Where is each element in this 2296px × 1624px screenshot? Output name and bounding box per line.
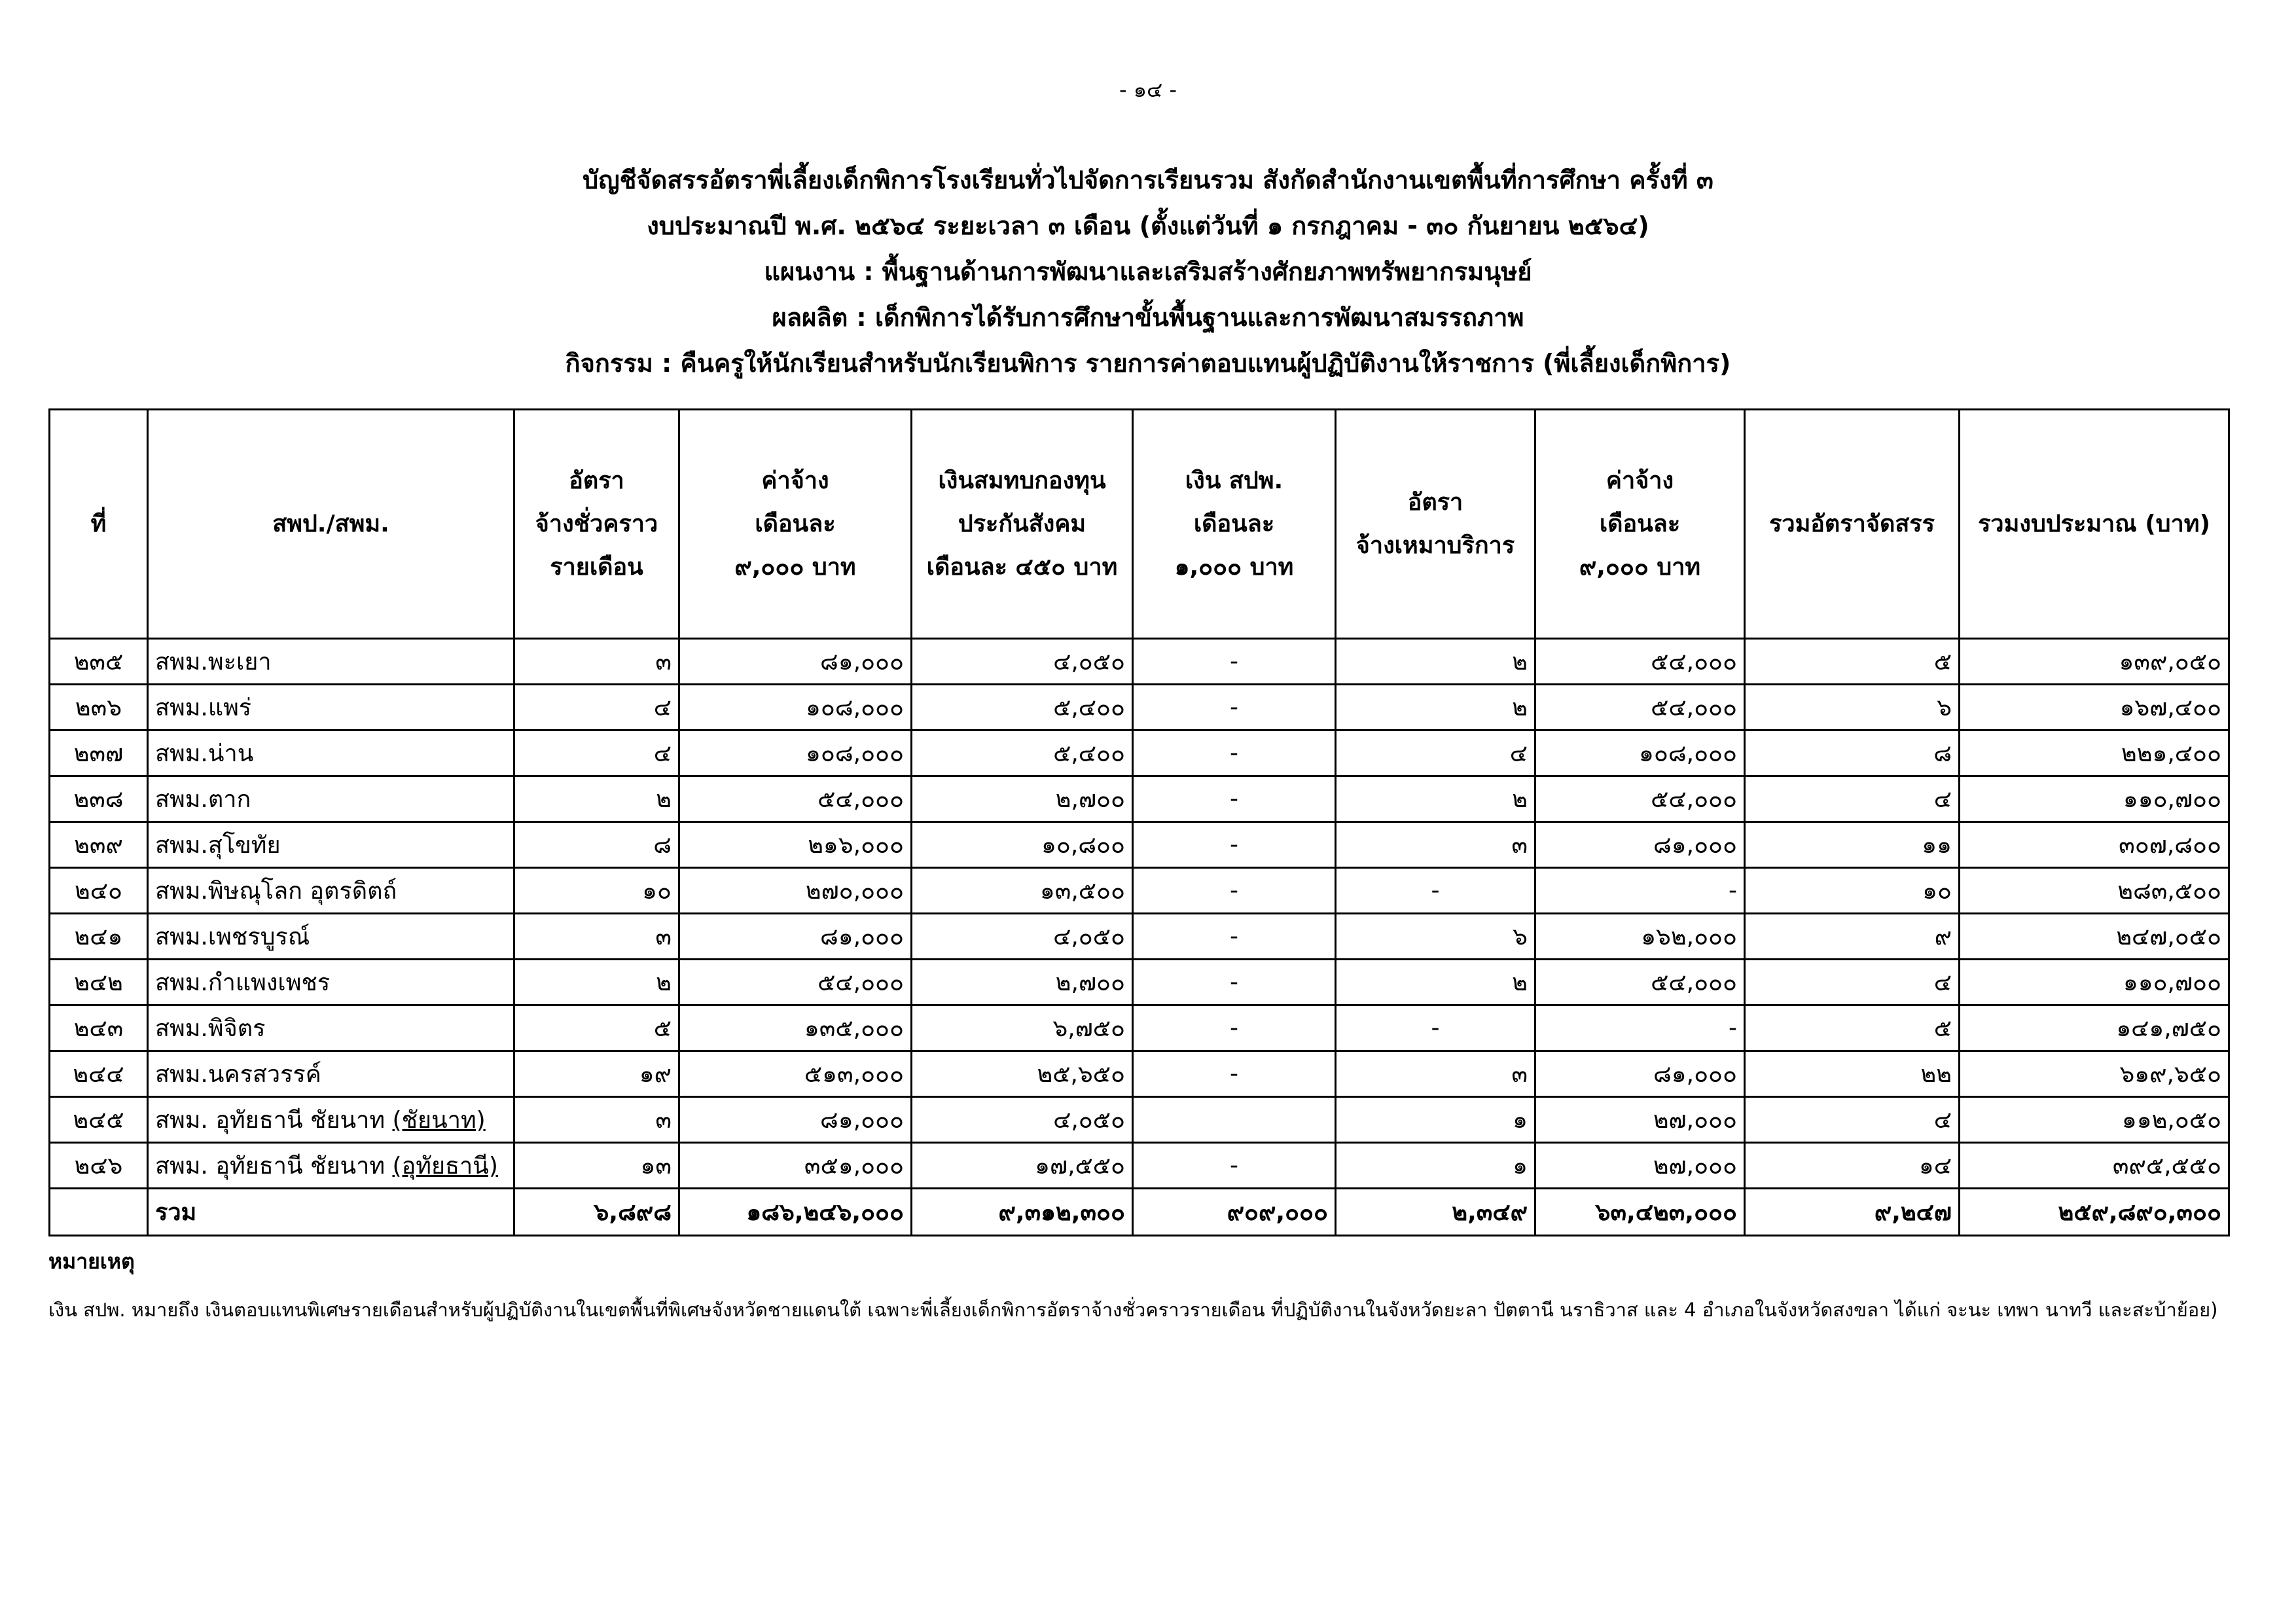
cell-monthly-wage: ๘๑,๐๐๐ [679,1097,912,1143]
cell-total-rate: ๑๐ [1745,868,1960,914]
cell-monthly-wage: ๑๐๘,๐๐๐ [679,685,912,731]
cell-name: สพม.กำแพงเพชร [148,960,514,1005]
cell-temp-rate: ๓ [514,914,679,960]
total-label: รวม [148,1189,514,1236]
cell-spp-money: - [1133,776,1336,822]
cell-monthly-wage: ๑๓๕,๐๐๐ [679,1005,912,1051]
header-spp-money: เงิน สปพ. เดือนละ ๑,๐๐๐ บาท [1133,410,1336,639]
cell-name: สพม.น่าน [148,731,514,776]
table-row [50,914,2229,960]
cell-total-budget: ๑๓๙,๐๕๐ [1960,639,2229,685]
cell-temp-rate: ๓ [514,639,679,685]
cell-monthly-wage: ๕๑๓,๐๐๐ [679,1051,912,1097]
cell-monthly-wage: ๒๗๐,๐๐๐ [679,868,912,914]
cell-no: ๒๓๗ [50,731,148,776]
table-row [50,1051,2229,1097]
cell-service-wage: - [1535,868,1745,914]
header-social-security: เงินสมทบกองทุน ประกันสังคม เดือนละ ๔๕๐ บาท [912,410,1133,639]
cell-name: สพม.พะเยา [148,639,514,685]
cell-monthly-wage: ๒๑๖,๐๐๐ [679,822,912,868]
heading-line-4: ผลผลิต : เด็กพิการได้รับการศึกษาขั้นพื้นฐานและการพัฒนาสมรรถภาพ [772,303,1524,332]
cell-service-wage: ๕๔,๐๐๐ [1535,639,1745,685]
heading-line-2: งบประมาณปี พ.ศ. ๒๕๖๔ ระยะเวลา ๓ เดือน (ตั้งแต่วันที่ ๑ กรกฎาคม - ๓๐ กันยายน ๒๕๖๔) [647,211,1649,240]
cell-temp-rate: ๒ [514,960,679,1005]
cell-name: สพม.พิจิตร [148,1005,514,1051]
header-service-rate: อัตรา จ้างเหมาบริการ [1336,410,1535,639]
cell-service-rate: ๒ [1336,639,1535,685]
cell-no: ๒๔๔ [50,1051,148,1097]
cell-name: สพม.แพร่ [148,685,514,731]
cell-spp-money: - [1133,1143,1336,1189]
cell-total-rate: ๔ [1745,960,1960,1005]
cell-no: ๒๔๒ [50,960,148,1005]
cell-no: ๒๔๕ [50,1097,148,1143]
cell-social-security: ๔,๐๕๐ [912,639,1133,685]
cell-name-suffix: (ชัยนาท) [392,1107,486,1134]
cell-service-wage: ๘๑,๐๐๐ [1535,1051,1745,1097]
cell-name: สพม.พิษณุโลก อุตรดิตถ์ [148,868,514,914]
table-row [50,822,2229,868]
cell-total-budget: ๑๑๐,๗๐๐ [1960,776,2229,822]
table-row [50,639,2229,685]
total-service-rate: ๒,๓๔๙ [1336,1189,1535,1236]
cell-social-security: ๔,๐๕๐ [912,914,1133,960]
cell-name: สพม.เพชรบูรณ์ [148,914,514,960]
cell-social-security: ๑๗,๕๕๐ [912,1143,1133,1189]
note-text: เงิน สปพ. หมายถึง เงินตอบแทนพิเศษรายเดือนสำหรับผู้ปฏิบัติงานในเขตพื้นที่พิเศษจังหวัดชายแดนใต้ เฉพาะพี่เลี้ยงเด็กพิการอัตราจ้างชั่วคราวรายเดือน ที่ปฏิบัติงานในจังหวัดยะลา ปัตตานี นราธิวาส และ 4 อำเภอในจังหวัดสงขลา ได้แก่ จะนะ เทพา นาทวี และสะบ้าย้อย) [48,1299,2218,1321]
cell-total-rate: ๒๒ [1745,1051,1960,1097]
cell-total-rate: ๖ [1745,685,1960,731]
cell-monthly-wage: ๕๔,๐๐๐ [679,960,912,1005]
cell-spp-money: - [1133,822,1336,868]
cell-name-suffix: (อุทัยธานี) [392,1153,498,1180]
header-total-budget: รวมงบประมาณ (บาท) [1960,410,2229,639]
cell-service-wage: ๕๔,๐๐๐ [1535,776,1745,822]
cell-no: ๒๓๕ [50,639,148,685]
heading-line-3: แผนงาน : พื้นฐานด้านการพัฒนาและเสริมสร้างศักยภาพทรัพยากรมนุษย์ [764,257,1532,286]
cell-monthly-wage: ๘๑,๐๐๐ [679,914,912,960]
document-heading [0,157,2296,386]
cell-total-budget: ๖๑๙,๖๕๐ [1960,1051,2229,1097]
cell-total-rate: ๑๔ [1745,1143,1960,1189]
cell-no: ๒๔๑ [50,914,148,960]
cell-monthly-wage: ๑๐๘,๐๐๐ [679,731,912,776]
cell-service-wage: ๕๔,๐๐๐ [1535,685,1745,731]
header-name: สพป./สพม. [148,410,514,639]
cell-total-rate: ๕ [1745,639,1960,685]
total-service-wage: ๖๓,๔๒๓,๐๐๐ [1535,1189,1745,1236]
cell-spp-money [1133,1097,1336,1143]
cell-social-security: ๒๕,๖๕๐ [912,1051,1133,1097]
cell-service-wage: - [1535,1005,1745,1051]
cell-social-security: ๔,๐๕๐ [912,1097,1133,1143]
cell-total-budget: ๓๙๕,๕๕๐ [1960,1143,2229,1189]
total-no [50,1189,148,1236]
total-total-rate: ๙,๒๔๗ [1745,1189,1960,1236]
cell-total-budget: ๒๔๗,๐๕๐ [1960,914,2229,960]
cell-service-rate: - [1336,1005,1535,1051]
heading-line-5: กิจกรรม : คืนครูให้นักเรียนสำหรับนักเรียนพิการ รายการค่าตอบแทนผู้ปฏิบัติงานให้ราชการ (พี่เลี้ยงเด็กพิการ) [565,349,1731,378]
table-row [50,960,2229,1005]
table-total-row [50,1189,2229,1236]
cell-name: สพม.สุโขทัย [148,822,514,868]
cell-social-security: ๒,๗๐๐ [912,960,1133,1005]
cell-service-wage: ๑๐๘,๐๐๐ [1535,731,1745,776]
table-row [50,1005,2229,1051]
cell-name: สพม. อุทัยธานี ชัยนาท (อุทัยธานี) [148,1143,514,1189]
cell-service-rate: ๒ [1336,960,1535,1005]
cell-service-wage: ๒๗,๐๐๐ [1535,1143,1745,1189]
cell-spp-money: - [1133,1005,1336,1051]
total-monthly-wage: ๑๘๖,๒๔๖,๐๐๐ [679,1189,912,1236]
cell-temp-rate: ๑๐ [514,868,679,914]
cell-temp-rate: ๓ [514,1097,679,1143]
cell-spp-money: - [1133,868,1336,914]
allocation-table [48,408,2230,1236]
table-row [50,1097,2229,1143]
total-temp-rate: ๖,๘๙๘ [514,1189,679,1236]
cell-social-security: ๕,๔๐๐ [912,731,1133,776]
cell-service-rate: ๒ [1336,776,1535,822]
cell-total-budget: ๒๘๓,๕๐๐ [1960,868,2229,914]
header-temp-rate: อัตรา จ้างชั่วคราว รายเดือน [514,410,679,639]
cell-spp-money: - [1133,1051,1336,1097]
cell-temp-rate: ๘ [514,822,679,868]
cell-total-budget: ๑๑๒,๐๕๐ [1960,1097,2229,1143]
cell-temp-rate: ๑๙ [514,1051,679,1097]
cell-service-rate: ๑ [1336,1097,1535,1143]
total-social-security: ๙,๓๑๒,๓๐๐ [912,1189,1133,1236]
cell-no: ๒๓๖ [50,685,148,731]
cell-total-rate: ๔ [1745,1097,1960,1143]
table-row [50,776,2229,822]
cell-service-rate: ๓ [1336,1051,1535,1097]
cell-service-wage: ๑๖๒,๐๐๐ [1535,914,1745,960]
heading-line-1: บัญชีจัดสรรอัตราพี่เลี้ยงเด็กพิการโรงเรียนทั่วไปจัดการเรียนรวม สังกัดสำนักงานเขตพื้นที่การศึกษา ครั้งที่ ๓ [583,166,1713,194]
cell-monthly-wage: ๓๕๑,๐๐๐ [679,1143,912,1189]
cell-total-budget: ๑๑๐,๗๐๐ [1960,960,2229,1005]
cell-spp-money: - [1133,685,1336,731]
cell-name: สพม.ตาก [148,776,514,822]
cell-social-security: ๖,๗๕๐ [912,1005,1133,1051]
cell-service-rate: ๖ [1336,914,1535,960]
total-total-budget: ๒๕๙,๘๙๐,๓๐๐ [1960,1189,2229,1236]
cell-monthly-wage: ๕๔,๐๐๐ [679,776,912,822]
cell-total-rate: ๔ [1745,776,1960,822]
header-service-wage: ค่าจ้าง เดือนละ ๙,๐๐๐ บาท [1535,410,1745,639]
cell-service-rate: ๑ [1336,1143,1535,1189]
table-header-row [50,410,2229,639]
cell-service-wage: ๕๔,๐๐๐ [1535,960,1745,1005]
cell-social-security: ๕,๔๐๐ [912,685,1133,731]
cell-temp-rate: ๔ [514,731,679,776]
cell-no: ๒๓๘ [50,776,148,822]
cell-social-security: ๑๐,๘๐๐ [912,822,1133,868]
table-row [50,1143,2229,1189]
header-monthly-wage: ค่าจ้าง เดือนละ ๙,๐๐๐ บาท [679,410,912,639]
cell-spp-money: - [1133,639,1336,685]
cell-service-rate: - [1336,868,1535,914]
table-row [50,868,2229,914]
cell-service-rate: ๔ [1336,731,1535,776]
cell-name: สพม.นครสวรรค์ [148,1051,514,1097]
cell-total-rate: ๕ [1745,1005,1960,1051]
cell-monthly-wage: ๘๑,๐๐๐ [679,639,912,685]
cell-total-budget: ๑๖๗,๔๐๐ [1960,685,2229,731]
cell-service-rate: ๒ [1336,685,1535,731]
cell-total-budget: ๒๒๑,๔๐๐ [1960,731,2229,776]
table-row [50,731,2229,776]
cell-no: ๒๓๙ [50,822,148,868]
cell-temp-rate: ๕ [514,1005,679,1051]
cell-social-security: ๒,๗๐๐ [912,776,1133,822]
cell-spp-money: - [1133,960,1336,1005]
cell-total-rate: ๘ [1745,731,1960,776]
page-number: - ๑๔ - [1119,77,1177,102]
cell-total-rate: ๙ [1745,914,1960,960]
cell-spp-money: - [1133,731,1336,776]
cell-total-budget: ๑๔๑,๗๕๐ [1960,1005,2229,1051]
cell-service-rate: ๓ [1336,822,1535,868]
cell-name: สพม. อุทัยธานี ชัยนาท (ชัยนาท) [148,1097,514,1143]
cell-no: ๒๔๐ [50,868,148,914]
table-body [50,639,2229,1236]
cell-service-wage: ๘๑,๐๐๐ [1535,822,1745,868]
cell-total-rate: ๑๑ [1745,822,1960,868]
cell-total-budget: ๓๐๗,๘๐๐ [1960,822,2229,868]
header-total-rate: รวมอัตราจัดสรร [1745,410,1960,639]
cell-temp-rate: ๔ [514,685,679,731]
cell-temp-rate: ๒ [514,776,679,822]
cell-temp-rate: ๑๓ [514,1143,679,1189]
table-row [50,685,2229,731]
cell-social-security: ๑๓,๕๐๐ [912,868,1133,914]
cell-service-wage: ๒๗,๐๐๐ [1535,1097,1745,1143]
header-no: ที่ [50,410,148,639]
total-spp-money: ๙๐๙,๐๐๐ [1133,1189,1336,1236]
cell-spp-money: - [1133,914,1336,960]
note-title: หมายเหตุ [48,1249,135,1274]
cell-no: ๒๔๓ [50,1005,148,1051]
cell-no: ๒๔๖ [50,1143,148,1189]
